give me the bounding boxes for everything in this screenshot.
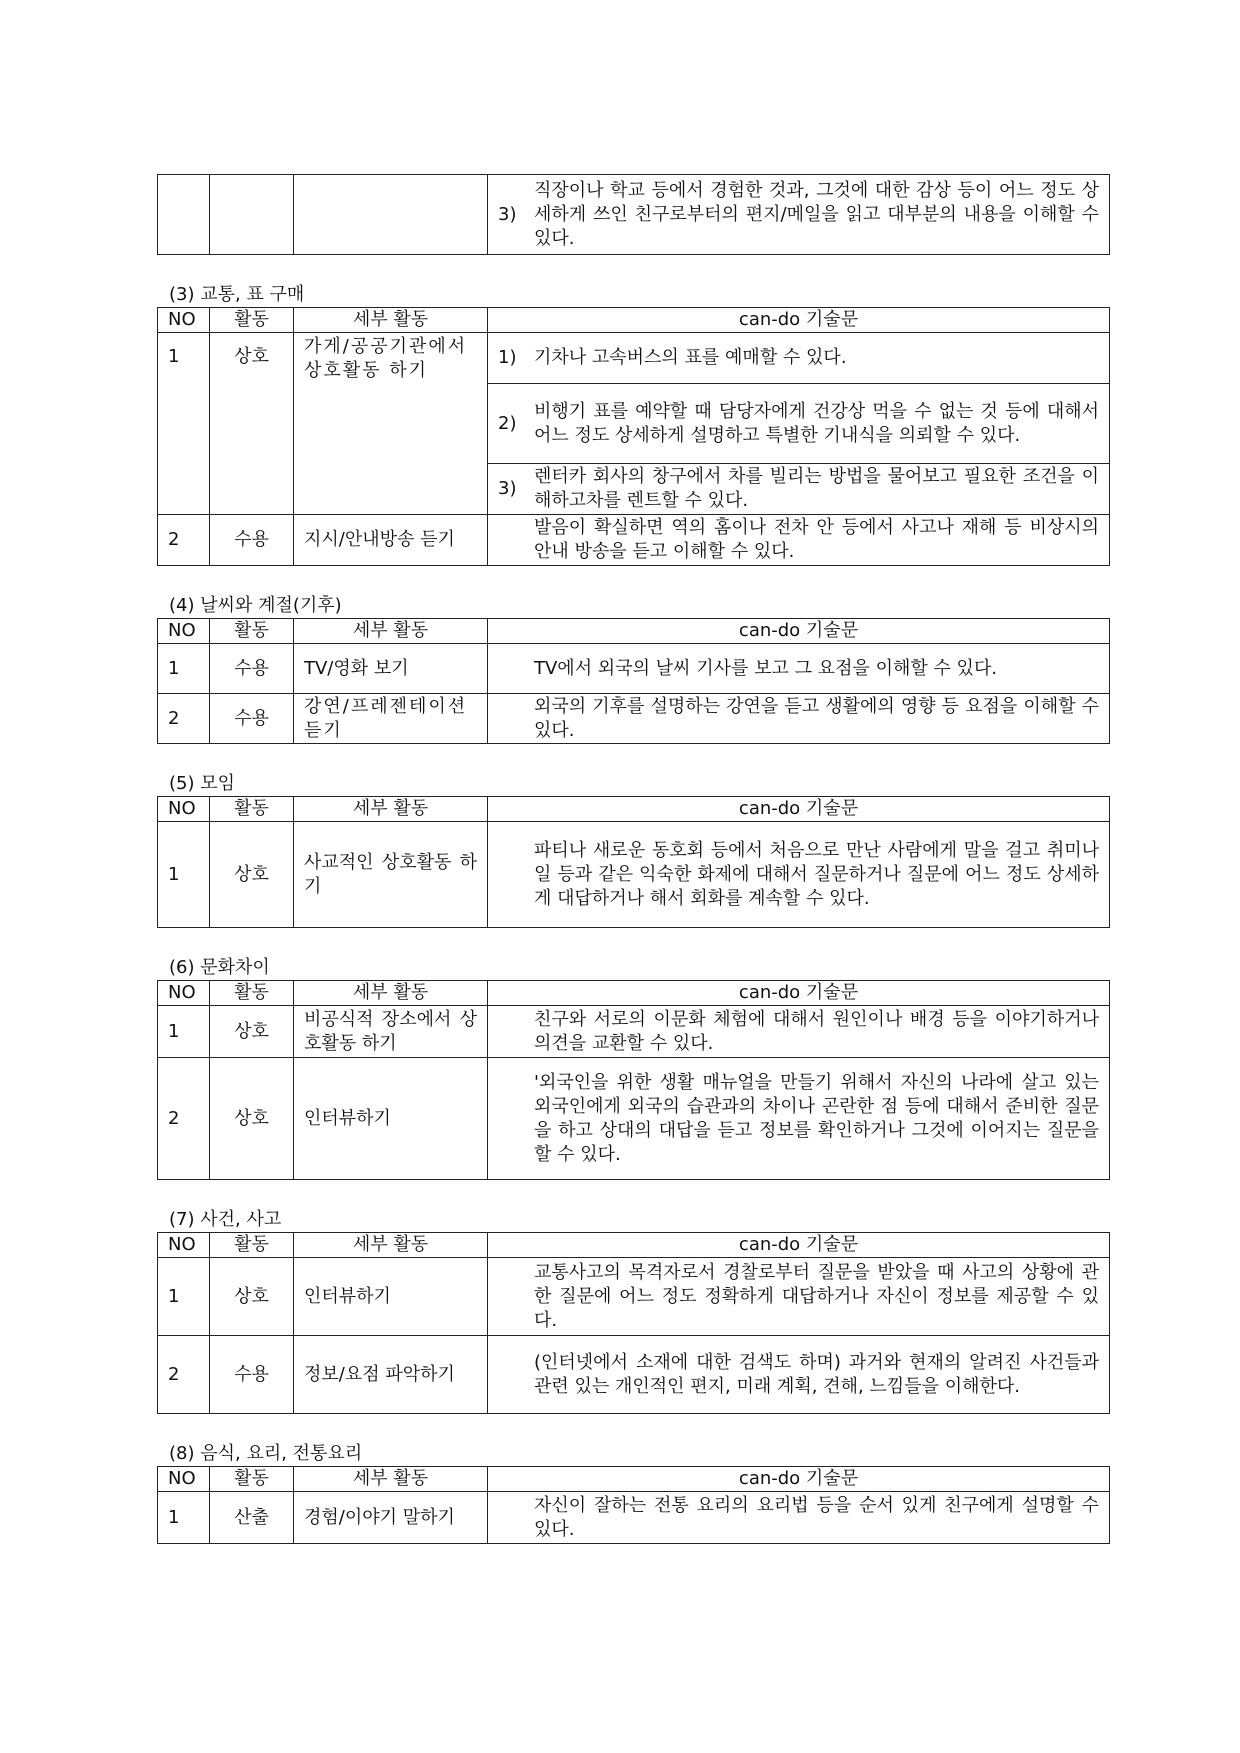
table-row xyxy=(158,1058,1110,1180)
activity-cell: 상호 xyxy=(210,1258,294,1336)
continued-table xyxy=(157,174,1110,255)
header-detail: 세부 활동 xyxy=(294,619,488,644)
activity-cell xyxy=(210,175,294,255)
table-row xyxy=(158,694,1110,744)
header-no: NO xyxy=(158,1467,210,1492)
activity-cell: 상호 xyxy=(210,822,294,928)
cando-text: '외국인을 위한 생활 매뉴얼을 만들기 위해서 자신의 나라에 살고 있는 외국인에게 외국의 습관과의 차이나 곤란한 점 등에 대해서 준비한 질문을 하고 상대의 대답을 듣고 정보를 확인하거나 그것에 이어지는 질문을 할 수 있다. xyxy=(534,1071,1099,1165)
item-number: 3) xyxy=(498,478,517,499)
cando-text: 파티나 새로운 동호회 등에서 처음으로 만난 사람에게 말을 걸고 취미나 일 등과 같은 익숙한 화제에 대해서 질문하거나 질문에 어느 정도 상세하게 대답하거나 해서 회화를 계속할 수 있다. xyxy=(534,839,1099,909)
header-no: NO xyxy=(158,981,210,1006)
table-row xyxy=(158,644,1110,694)
item-number: 1) xyxy=(498,347,517,368)
section-title-7: (7) 사건, 사고 xyxy=(169,1209,282,1230)
cando-cell xyxy=(488,1058,1110,1180)
header-cando: can-do 기술문 xyxy=(488,308,1110,333)
header-no: NO xyxy=(158,619,210,644)
header-detail: 세부 활동 xyxy=(294,308,488,333)
no-cell: 1 xyxy=(158,1006,210,1058)
header-no: NO xyxy=(158,1233,210,1258)
section-title-3: (3) 교통, 표 구매 xyxy=(169,284,305,305)
cando-cell xyxy=(488,1006,1110,1058)
header-row xyxy=(158,797,1110,822)
header-row xyxy=(158,619,1110,644)
header-no: NO xyxy=(158,308,210,333)
header-row xyxy=(158,981,1110,1006)
table-section-6 xyxy=(157,980,1110,1180)
cando-cell xyxy=(488,515,1110,566)
header-detail: 세부 활동 xyxy=(294,981,488,1006)
activity-cell: 수용 xyxy=(210,515,294,566)
no-cell: 1 xyxy=(158,1492,210,1544)
activity-cell: 수용 xyxy=(210,694,294,744)
no-cell: 2 xyxy=(158,1058,210,1180)
cando-text: 자신이 잘하는 전통 요리의 요리법 등을 순서 있게 친구에게 설명할 수 있다. xyxy=(534,1494,1099,1540)
item-number: 2) xyxy=(498,412,517,434)
cando-text: 발음이 확실하면 역의 홈이나 전차 안 등에서 사고나 재해 등 비상시의 안내 방송을 듣고 이해할 수 있다. xyxy=(534,517,1099,562)
table-row xyxy=(158,333,1110,384)
cando-cell xyxy=(488,333,1110,384)
header-activity: 활동 xyxy=(210,797,294,822)
header-detail: 세부 활동 xyxy=(294,1233,488,1258)
cando-cell xyxy=(488,175,1110,255)
activity-cell: 수용 xyxy=(210,644,294,694)
cando-cell xyxy=(488,1336,1110,1414)
detail-cell: TV/영화 보기 xyxy=(294,644,488,694)
section-title-6: (6) 문화차이 xyxy=(169,957,270,978)
table-row xyxy=(158,175,1110,255)
item-number: 3) xyxy=(498,203,517,225)
table-section-7 xyxy=(157,1232,1110,1414)
detail-cell: 비공식적 장소에서 상호활동 하기 xyxy=(294,1006,488,1058)
table-section-8 xyxy=(157,1466,1110,1544)
cando-text: 기차나 고속버스의 표를 예매할 수 있다. xyxy=(534,347,847,368)
cando-text: 외국의 기후를 설명하는 강연을 듣고 생활에의 영향 등 요점을 이해할 수 있다. xyxy=(534,695,1099,741)
no-cell: 1 xyxy=(158,333,210,515)
detail-cell: 정보/요점 파악하기 xyxy=(294,1336,488,1414)
table-section-5 xyxy=(157,796,1110,928)
header-cando: can-do 기술문 xyxy=(488,1467,1110,1492)
header-activity: 활동 xyxy=(210,1467,294,1492)
cando-cell xyxy=(488,1492,1110,1544)
cando-cell xyxy=(488,1258,1110,1336)
section-title-4: (4) 날씨와 계절(기후) xyxy=(169,595,342,616)
detail-cell: 경험/이야기 말하기 xyxy=(294,1492,488,1544)
header-cando: can-do 기술문 xyxy=(488,981,1110,1006)
cando-cell xyxy=(488,644,1110,694)
cando-cell xyxy=(488,822,1110,928)
header-cando: can-do 기술문 xyxy=(488,619,1110,644)
header-detail: 세부 활동 xyxy=(294,1467,488,1492)
detail-cell: 사교적인 상호활동 하기 xyxy=(294,822,488,928)
no-cell: 2 xyxy=(158,1336,210,1414)
cando-text: 렌터카 회사의 창구에서 차를 빌리는 방법을 물어보고 필요한 조건을 이해하고차를 렌트할 수 있다. xyxy=(534,466,1099,511)
header-activity: 활동 xyxy=(210,619,294,644)
cando-cell xyxy=(488,384,1110,464)
no-cell: 2 xyxy=(158,694,210,744)
table-row xyxy=(158,1336,1110,1414)
activity-cell: 상호 xyxy=(210,1006,294,1058)
activity-cell: 수용 xyxy=(210,1336,294,1414)
cando-cell xyxy=(488,464,1110,515)
activity-cell: 산출 xyxy=(210,1492,294,1544)
activity-cell: 상호 xyxy=(210,1058,294,1180)
cando-text: TV에서 외국의 날씨 기사를 보고 그 요점을 이해할 수 있다. xyxy=(534,657,998,679)
cando-text: 직장이나 학교 등에서 경험한 것과, 그것에 대한 감상 등이 어느 정도 상세하게 쓰인 친구로부터의 편지/메일을 읽고 대부분의 내용을 이해할 수 있다. xyxy=(534,179,1099,249)
header-cando: can-do 기술문 xyxy=(488,1233,1110,1258)
detail-cell xyxy=(294,175,488,255)
header-activity: 활동 xyxy=(210,981,294,1006)
table-row xyxy=(158,515,1110,566)
cando-text: (인터넷에서 소재에 대한 검색도 하며) 과거와 현재의 알려진 사건들과 관련 있는 개인적인 편지, 미래 계획, 견해, 느낌들을 이해한다. xyxy=(534,1351,1099,1397)
header-cando: can-do 기술문 xyxy=(488,797,1110,822)
cando-text: 교통사고의 목격자로서 경찰로부터 질문을 받았을 때 사고의 상황에 관한 질문에 어느 정도 정확하게 대답하거나 자신이 정보를 제공할 수 있다. xyxy=(534,1261,1099,1331)
detail-cell: 인터뷰하기 xyxy=(294,1258,488,1336)
detail-cell: 인터뷰하기 xyxy=(294,1058,488,1180)
table-row xyxy=(158,1006,1110,1058)
header-activity: 활동 xyxy=(210,308,294,333)
table-row xyxy=(158,822,1110,928)
table-row xyxy=(158,1492,1110,1544)
no-cell: 2 xyxy=(158,515,210,566)
header-activity: 활동 xyxy=(210,1233,294,1258)
table-section-3 xyxy=(157,307,1110,566)
document-page xyxy=(157,174,1109,1544)
no-cell xyxy=(158,175,210,255)
no-cell: 1 xyxy=(158,644,210,694)
table-row xyxy=(158,1258,1110,1336)
no-cell: 1 xyxy=(158,822,210,928)
header-no: NO xyxy=(158,797,210,822)
table-section-4 xyxy=(157,618,1110,744)
detail-cell: 가게/공공기관에서 상호활동 하기 xyxy=(294,333,488,515)
cando-cell xyxy=(488,694,1110,744)
detail-cell: 지시/안내방송 듣기 xyxy=(294,515,488,566)
header-row xyxy=(158,1233,1110,1258)
header-row xyxy=(158,308,1110,333)
section-title-5: (5) 모임 xyxy=(169,773,235,794)
cando-text: 비행기 표를 예약할 때 담당자에게 건강상 먹을 수 없는 것 등에 대해서 어느 정도 상세하게 설명하고 특별한 기내식을 의뢰할 수 있다. xyxy=(534,400,1099,446)
header-row xyxy=(158,1467,1110,1492)
activity-cell: 상호 xyxy=(210,333,294,515)
cando-text: 친구와 서로의 이문화 체험에 대해서 원인이나 배경 등을 이야기하거나 의견을 교환할 수 있다. xyxy=(534,1008,1099,1054)
detail-cell: 강연/프레젠테이션 듣기 xyxy=(294,694,488,744)
header-detail: 세부 활동 xyxy=(294,797,488,822)
section-title-8: (8) 음식, 요리, 전통요리 xyxy=(169,1443,363,1464)
no-cell: 1 xyxy=(158,1258,210,1336)
